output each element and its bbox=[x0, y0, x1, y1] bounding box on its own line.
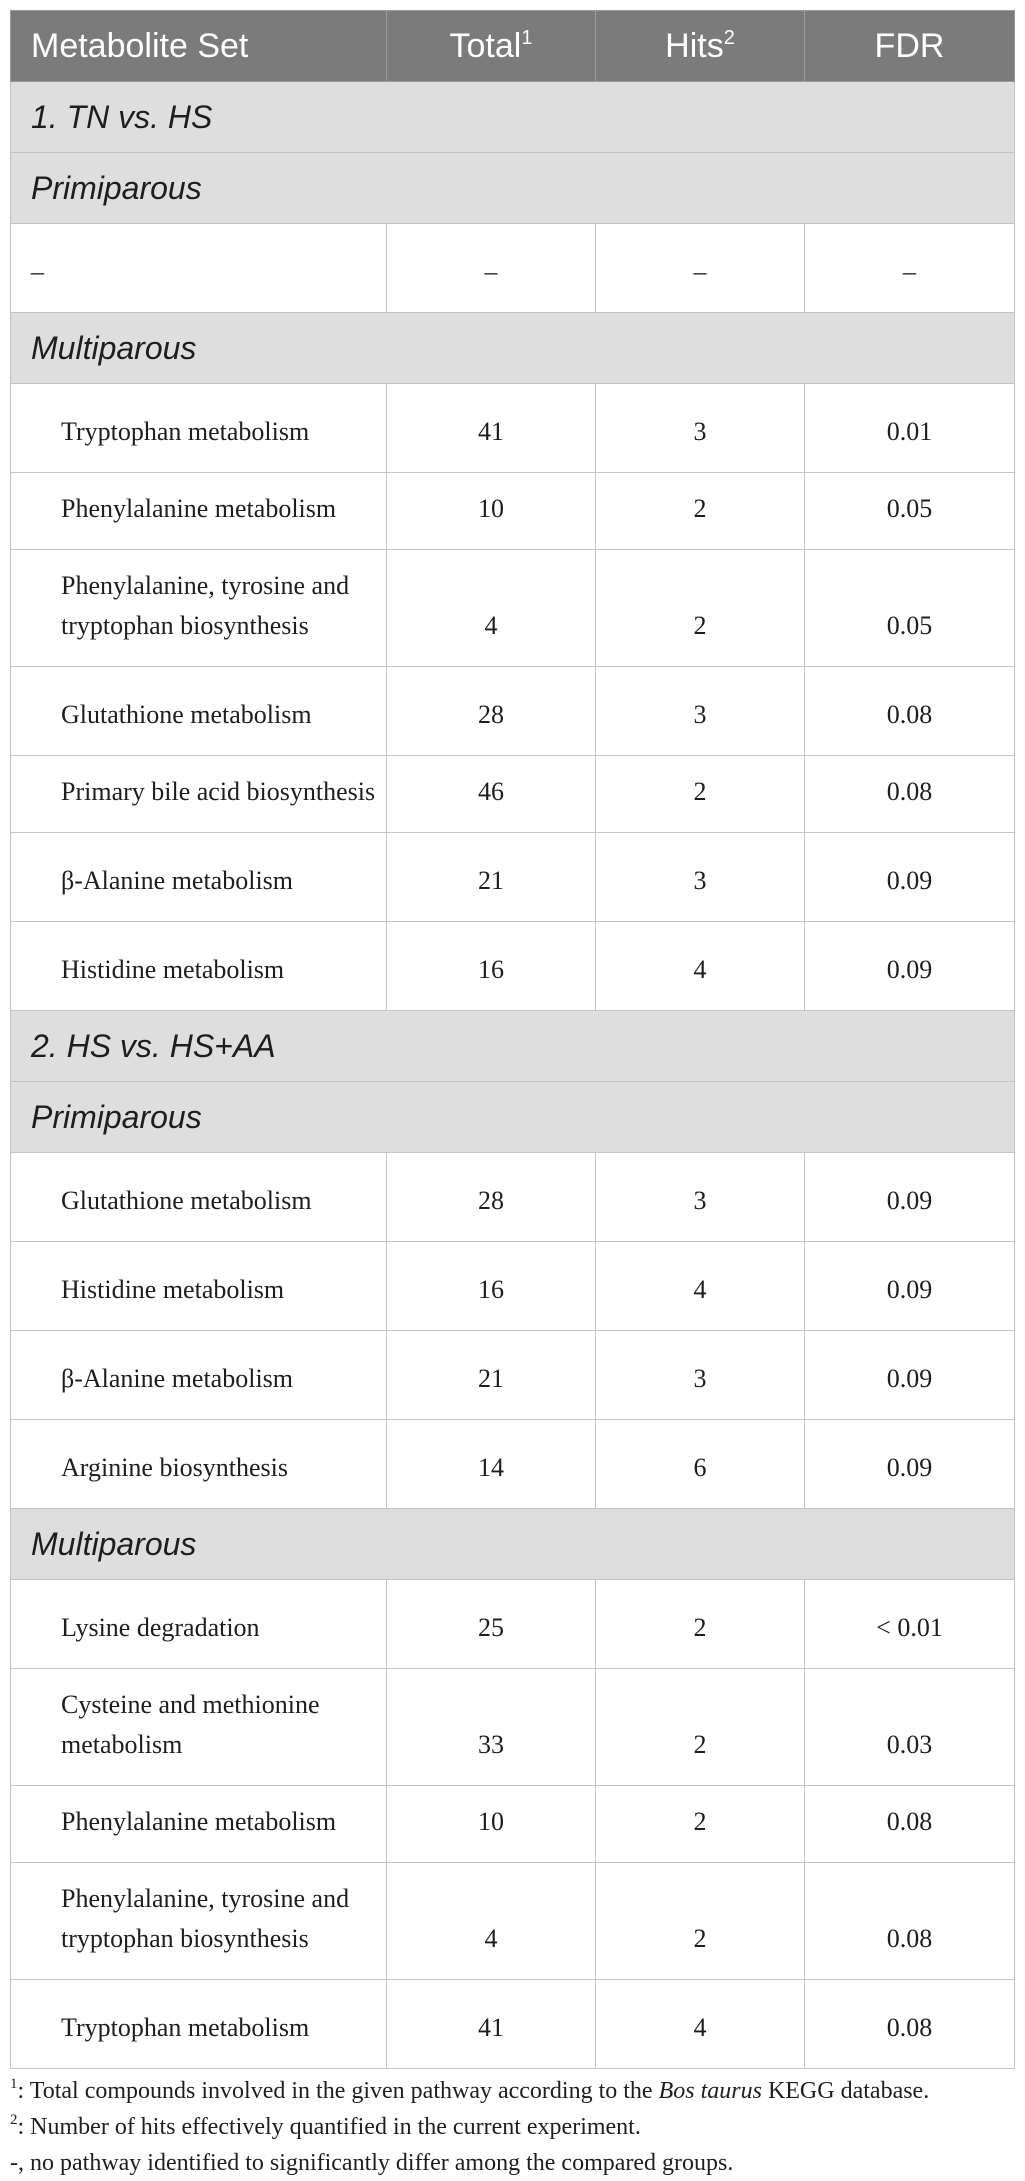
pathway-name: Phenylalanine, tyrosine and tryptophan biosynthesis bbox=[11, 550, 387, 667]
header-hits: Hits$^2$ bbox=[596, 11, 805, 82]
group-row bbox=[11, 1082, 1015, 1153]
total-value: 21 bbox=[387, 833, 596, 922]
hits-value: 2 bbox=[596, 1863, 805, 1980]
pathway-name: β-Alanine metabolism bbox=[11, 1331, 387, 1420]
pathway-name: Primary bile acid biosynthesis bbox=[11, 756, 387, 833]
species-name: Bos taurus bbox=[658, 2078, 762, 2104]
total-value: 10 bbox=[387, 1786, 596, 1863]
group-row bbox=[11, 1509, 1015, 1580]
hits-value: 3 bbox=[596, 1331, 805, 1420]
table-row bbox=[11, 384, 1015, 473]
hits-value: 6 bbox=[596, 1420, 805, 1509]
table-container bbox=[10, 10, 1014, 2181]
total-value: 25 bbox=[387, 1580, 596, 1669]
hits-value: 3 bbox=[596, 1153, 805, 1242]
group-label: Primiparous bbox=[11, 1082, 1015, 1153]
pathway-name: β-Alanine metabolism bbox=[11, 833, 387, 922]
table-row bbox=[11, 550, 1015, 667]
hits-value: 4 bbox=[596, 1242, 805, 1331]
table-row bbox=[11, 1980, 1015, 2069]
header-metabolite-set: Metabolite Set bbox=[11, 11, 387, 82]
pathway-name: Glutathione metabolism bbox=[11, 1153, 387, 1242]
footnote-3: -, no pathway identified to significantly differ among the compared groups. bbox=[10, 2150, 734, 2176]
table-row bbox=[11, 1580, 1015, 1669]
fdr-value: 0.09 bbox=[805, 1420, 1015, 1509]
total-value: 33 bbox=[387, 1669, 596, 1786]
fdr-value: 0.01 bbox=[805, 384, 1015, 473]
group-label: Multiparous bbox=[11, 1509, 1015, 1580]
comparison-row bbox=[11, 1011, 1015, 1082]
total-value: 41 bbox=[387, 384, 596, 473]
hits-value: – bbox=[596, 224, 805, 313]
pathway-name: Phenylalanine metabolism bbox=[11, 473, 387, 550]
header-fdr: FDR bbox=[805, 11, 1015, 82]
header-total: Total$^1$ bbox=[387, 11, 596, 82]
table-row bbox=[11, 1786, 1015, 1863]
group-label: Primiparous bbox=[11, 153, 1015, 224]
header-hits-footnote-mark: 2 bbox=[723, 26, 735, 49]
header-row bbox=[11, 11, 1015, 82]
hits-value: 2 bbox=[596, 1669, 805, 1786]
table-row bbox=[11, 667, 1015, 756]
pathway-name: Phenylalanine, tyrosine and tryptophan biosynthesis bbox=[11, 1863, 387, 1980]
table-row bbox=[11, 756, 1015, 833]
table-row bbox=[11, 1669, 1015, 1786]
comparison-label: 2. HS vs. HS+AA bbox=[11, 1011, 1015, 1082]
footnote-2: $^2$: Number of hits effectively quantified in the current experiment. bbox=[10, 2112, 641, 2140]
comparison-label: 1. TN vs. HS bbox=[11, 82, 1015, 153]
table-header bbox=[11, 11, 1015, 82]
total-value: 16 bbox=[387, 922, 596, 1011]
total-value: – bbox=[387, 224, 596, 313]
table-body bbox=[11, 82, 1015, 2069]
fdr-value: < 0.01 bbox=[805, 1580, 1015, 1669]
table-row bbox=[11, 1153, 1015, 1242]
table-row bbox=[11, 833, 1015, 922]
table-footnotes bbox=[10, 2073, 1014, 2181]
total-value: 28 bbox=[387, 1153, 596, 1242]
fdr-value: 0.09 bbox=[805, 1153, 1015, 1242]
hits-value: 4 bbox=[596, 1980, 805, 2069]
total-value: 4 bbox=[387, 1863, 596, 1980]
pathway-name: Glutathione metabolism bbox=[11, 667, 387, 756]
pathway-name: Cysteine and methionine metabolism bbox=[11, 1669, 387, 1786]
total-value: 28 bbox=[387, 667, 596, 756]
total-value: 46 bbox=[387, 756, 596, 833]
total-value: 21 bbox=[387, 1331, 596, 1420]
hits-value: 3 bbox=[596, 384, 805, 473]
table-row bbox=[11, 224, 1015, 313]
table-row bbox=[11, 1242, 1015, 1331]
total-value: 10 bbox=[387, 473, 596, 550]
pathway-name: Lysine degradation bbox=[11, 1580, 387, 1669]
fdr-value: – bbox=[805, 224, 1015, 313]
total-value: 14 bbox=[387, 1420, 596, 1509]
hits-value: 4 bbox=[596, 922, 805, 1011]
fdr-value: 0.05 bbox=[805, 550, 1015, 667]
pathway-name: Tryptophan metabolism bbox=[11, 384, 387, 473]
metabolite-set-table bbox=[10, 10, 1015, 2069]
fdr-value: 0.08 bbox=[805, 667, 1015, 756]
comparison-row bbox=[11, 82, 1015, 153]
fdr-value: 0.05 bbox=[805, 473, 1015, 550]
hits-value: 3 bbox=[596, 833, 805, 922]
pathway-name: Histidine metabolism bbox=[11, 922, 387, 1011]
hits-value: 2 bbox=[596, 1786, 805, 1863]
table-row bbox=[11, 473, 1015, 550]
header-total-footnote-mark: 1 bbox=[521, 26, 533, 49]
pathway-name: Arginine biosynthesis bbox=[11, 1420, 387, 1509]
fdr-value: 0.08 bbox=[805, 756, 1015, 833]
fdr-value: 0.08 bbox=[805, 1786, 1015, 1863]
pathway-name: – bbox=[11, 224, 387, 313]
pathway-name: Phenylalanine metabolism bbox=[11, 1786, 387, 1863]
fdr-value: 0.08 bbox=[805, 1980, 1015, 2069]
hits-value: 2 bbox=[596, 473, 805, 550]
total-value: 41 bbox=[387, 1980, 596, 2069]
fdr-value: 0.08 bbox=[805, 1863, 1015, 1980]
group-row bbox=[11, 313, 1015, 384]
fdr-value: 0.03 bbox=[805, 1669, 1015, 1786]
table-row bbox=[11, 1863, 1015, 1980]
footnote-1-mark: 1 bbox=[10, 2076, 18, 2092]
total-value: 16 bbox=[387, 1242, 596, 1331]
fdr-value: 0.09 bbox=[805, 1242, 1015, 1331]
table-row bbox=[11, 1331, 1015, 1420]
group-row bbox=[11, 153, 1015, 224]
group-label: Multiparous bbox=[11, 313, 1015, 384]
hits-value: 3 bbox=[596, 667, 805, 756]
fdr-value: 0.09 bbox=[805, 922, 1015, 1011]
hits-value: 2 bbox=[596, 550, 805, 667]
table-row bbox=[11, 1420, 1015, 1509]
fdr-value: 0.09 bbox=[805, 833, 1015, 922]
footnote-1: $^1$: Total compounds involved in the given pathway according to the Bos taurus KEGG database. bbox=[10, 2076, 930, 2104]
hits-value: 2 bbox=[596, 756, 805, 833]
hits-value: 2 bbox=[596, 1580, 805, 1669]
pathway-name: Tryptophan metabolism bbox=[11, 1980, 387, 2069]
fdr-value: 0.09 bbox=[805, 1331, 1015, 1420]
table-row bbox=[11, 922, 1015, 1011]
footnote-2-mark: 2 bbox=[10, 2112, 18, 2128]
total-value: 4 bbox=[387, 550, 596, 667]
pathway-name: Histidine metabolism bbox=[11, 1242, 387, 1331]
